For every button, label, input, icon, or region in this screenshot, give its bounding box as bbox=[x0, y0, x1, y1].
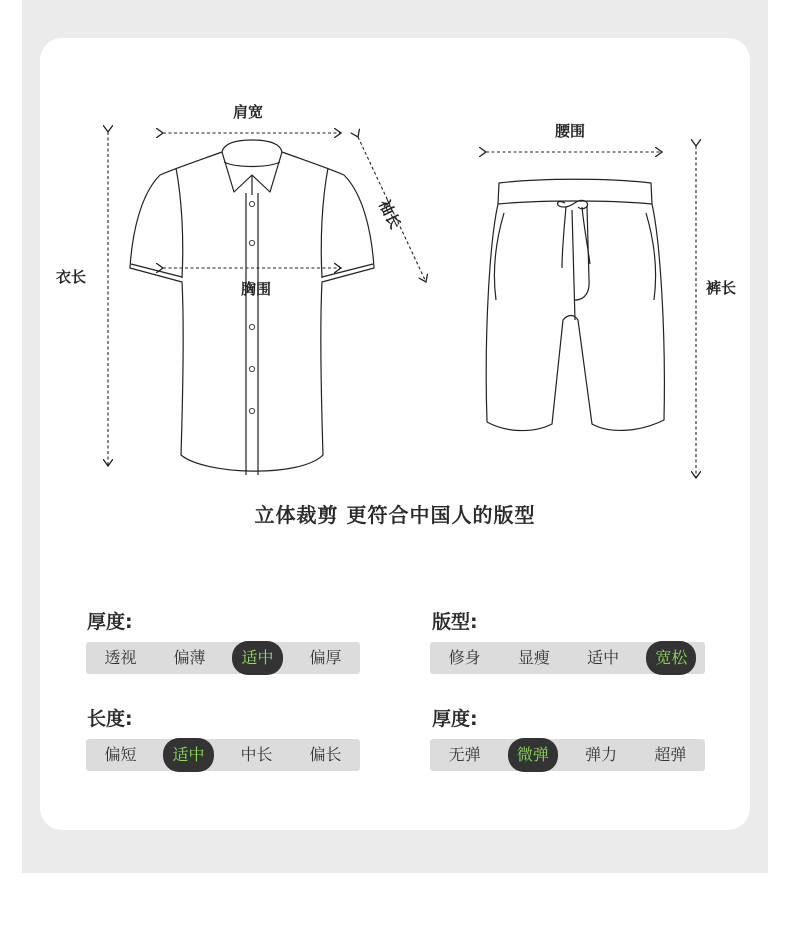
pants-length-label: 裤长 bbox=[706, 279, 737, 297]
option-mid-long[interactable]: 中长 bbox=[240, 745, 273, 764]
option-super-stretch[interactable]: 超弹 bbox=[654, 745, 687, 764]
option-slimming[interactable]: 显瘦 bbox=[517, 648, 550, 667]
option-regular-length-selected[interactable]: 适中 bbox=[163, 738, 213, 772]
chest-label: 胸围 bbox=[241, 280, 272, 298]
option-medium-selected[interactable]: 适中 bbox=[232, 641, 282, 675]
length-options bbox=[86, 739, 360, 771]
option-regular[interactable]: 适中 bbox=[587, 648, 620, 667]
sleeve-length-label: 袖长 bbox=[375, 196, 405, 232]
option-slight-stretch-selected[interactable]: 微弹 bbox=[508, 738, 558, 772]
option-short[interactable]: 偏短 bbox=[104, 745, 137, 764]
length-title: 长度: bbox=[87, 708, 133, 730]
shoulder-width-label: 肩宽 bbox=[233, 103, 264, 121]
elasticity-options bbox=[430, 739, 705, 771]
tagline: 立体裁剪 更符合中国人的版型 bbox=[254, 503, 536, 527]
waist-label: 腰围 bbox=[555, 122, 586, 140]
garment-length-label: 衣长 bbox=[56, 268, 87, 286]
fit-options bbox=[430, 642, 705, 674]
option-long[interactable]: 偏长 bbox=[309, 745, 342, 764]
option-see-through[interactable]: 透视 bbox=[104, 648, 137, 667]
thickness-options bbox=[86, 642, 360, 674]
thickness-title: 厚度: bbox=[87, 611, 133, 633]
fit-title: 版型: bbox=[432, 611, 478, 633]
option-slim[interactable]: 修身 bbox=[448, 648, 481, 667]
option-loose-selected[interactable]: 宽松 bbox=[646, 641, 696, 675]
elasticity-title: 厚度: bbox=[432, 708, 478, 730]
shorts-drawing bbox=[486, 179, 664, 430]
option-thick[interactable]: 偏厚 bbox=[309, 648, 342, 667]
option-no-stretch[interactable]: 无弹 bbox=[448, 745, 481, 764]
option-thin[interactable]: 偏薄 bbox=[173, 648, 206, 667]
shirt-drawing bbox=[130, 140, 374, 475]
option-stretch[interactable]: 弹力 bbox=[585, 745, 618, 764]
